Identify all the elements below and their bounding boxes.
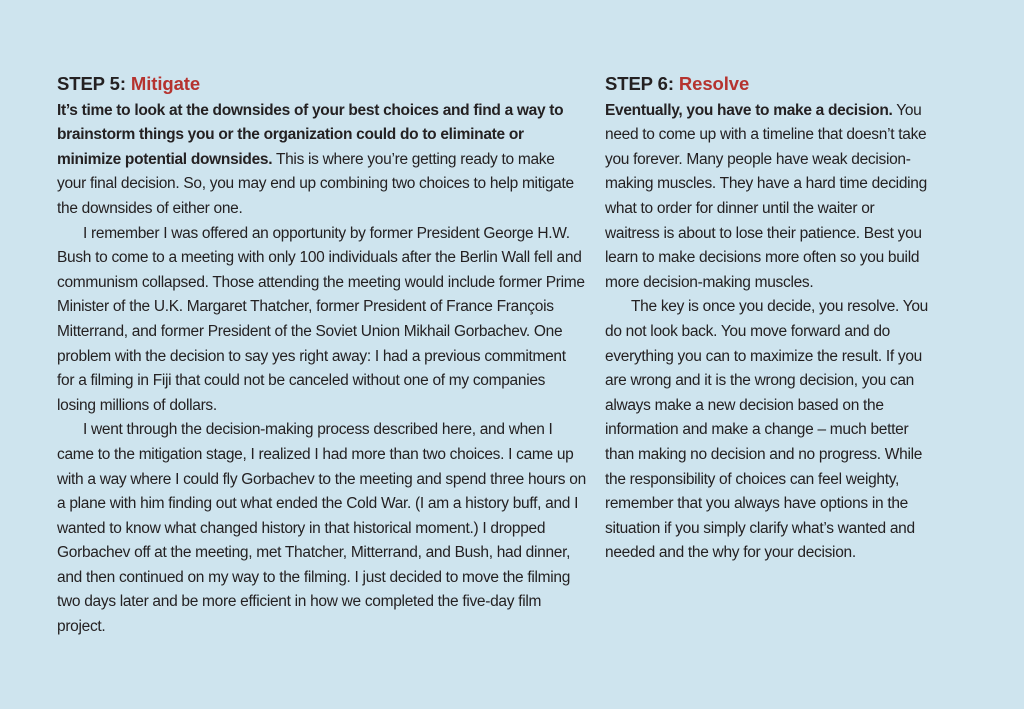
paragraph: I went through the decision-making process described here, and when I came to the mitigation stage, I realized I had more than two choices. I came up with a way where I could fly Gorbachev to the meeting and spend three hours on a plane with him finding out what ended the Cold War. (I am a history buff, and I wanted to know what changed history in that historical moment.) I dropped Gorbachev off at the meeting, met Thatcher, Mitterrand, and Bush, had dinner, and then continued on my way to the filming. I just decided to move the filming two days later and be more efficient in how we completed the five-day film project.: [57, 421, 586, 636]
step-6-heading: [605, 72, 928, 97]
paragraph-bold-lead: It’s time to look at the downsides of your best choices and find a way to brainstorm things you or the organization could do to eliminate or minimize potential downsides.: [57, 101, 564, 168]
column-step-6: [605, 72, 928, 640]
paragraph-bold-lead: Eventually, you have to make a decision.: [605, 101, 893, 119]
step-title: Mitigate: [130, 73, 201, 94]
paragraph-text: This is where you’re getting ready to make your final decision. So, you may end up combining two choices to help mitigate the downsides of either one.: [57, 150, 574, 217]
column-step-5: [57, 72, 586, 640]
step-5-heading: [57, 72, 586, 97]
step-label: STEP 6:: [605, 73, 674, 94]
step-label: STEP 5:: [57, 73, 126, 94]
step-title: Resolve: [678, 73, 750, 94]
paragraph: [57, 99, 586, 222]
paragraph-text: You need to come up with a timeline that doesn’t take you forever. Many people have weak decision-making muscles. They have a hard time deciding what to order for dinner until the waiter or waitress is about to lose their patience. Best you learn to make decisions more often so you build more decision-making muscles.: [605, 101, 927, 291]
paragraph: I remember I was offered an opportunity by former President George H.W. Bush to come to a meeting with only 100 individuals after the Berlin Wall fell and communism collapsed. Those attending the meeting would include former Prime Minister of the U.K. Margaret Thatcher, former President of France François Mitterrand, and former President of the Soviet Union Mikhail Gorbachev. One problem with the decision to say yes right away: I had a previous commitment for a filming in Fiji that could not be canceled without one of my companies losing millions of dollars.: [57, 224, 585, 414]
paragraph: The key is once you decide, you resolve. You do not look back. You move forward and do everything you can to maximize the result. If you are wrong and it is the wrong decision, you can always make a new decision based on the information and make a change – much better than making no decision and no progress. While the responsibility of choices can feel weighty, remember that you always have options in the situation if you simply clarify what’s wanted and needed and the why for your decision.: [605, 298, 928, 562]
paragraph: [605, 99, 928, 296]
